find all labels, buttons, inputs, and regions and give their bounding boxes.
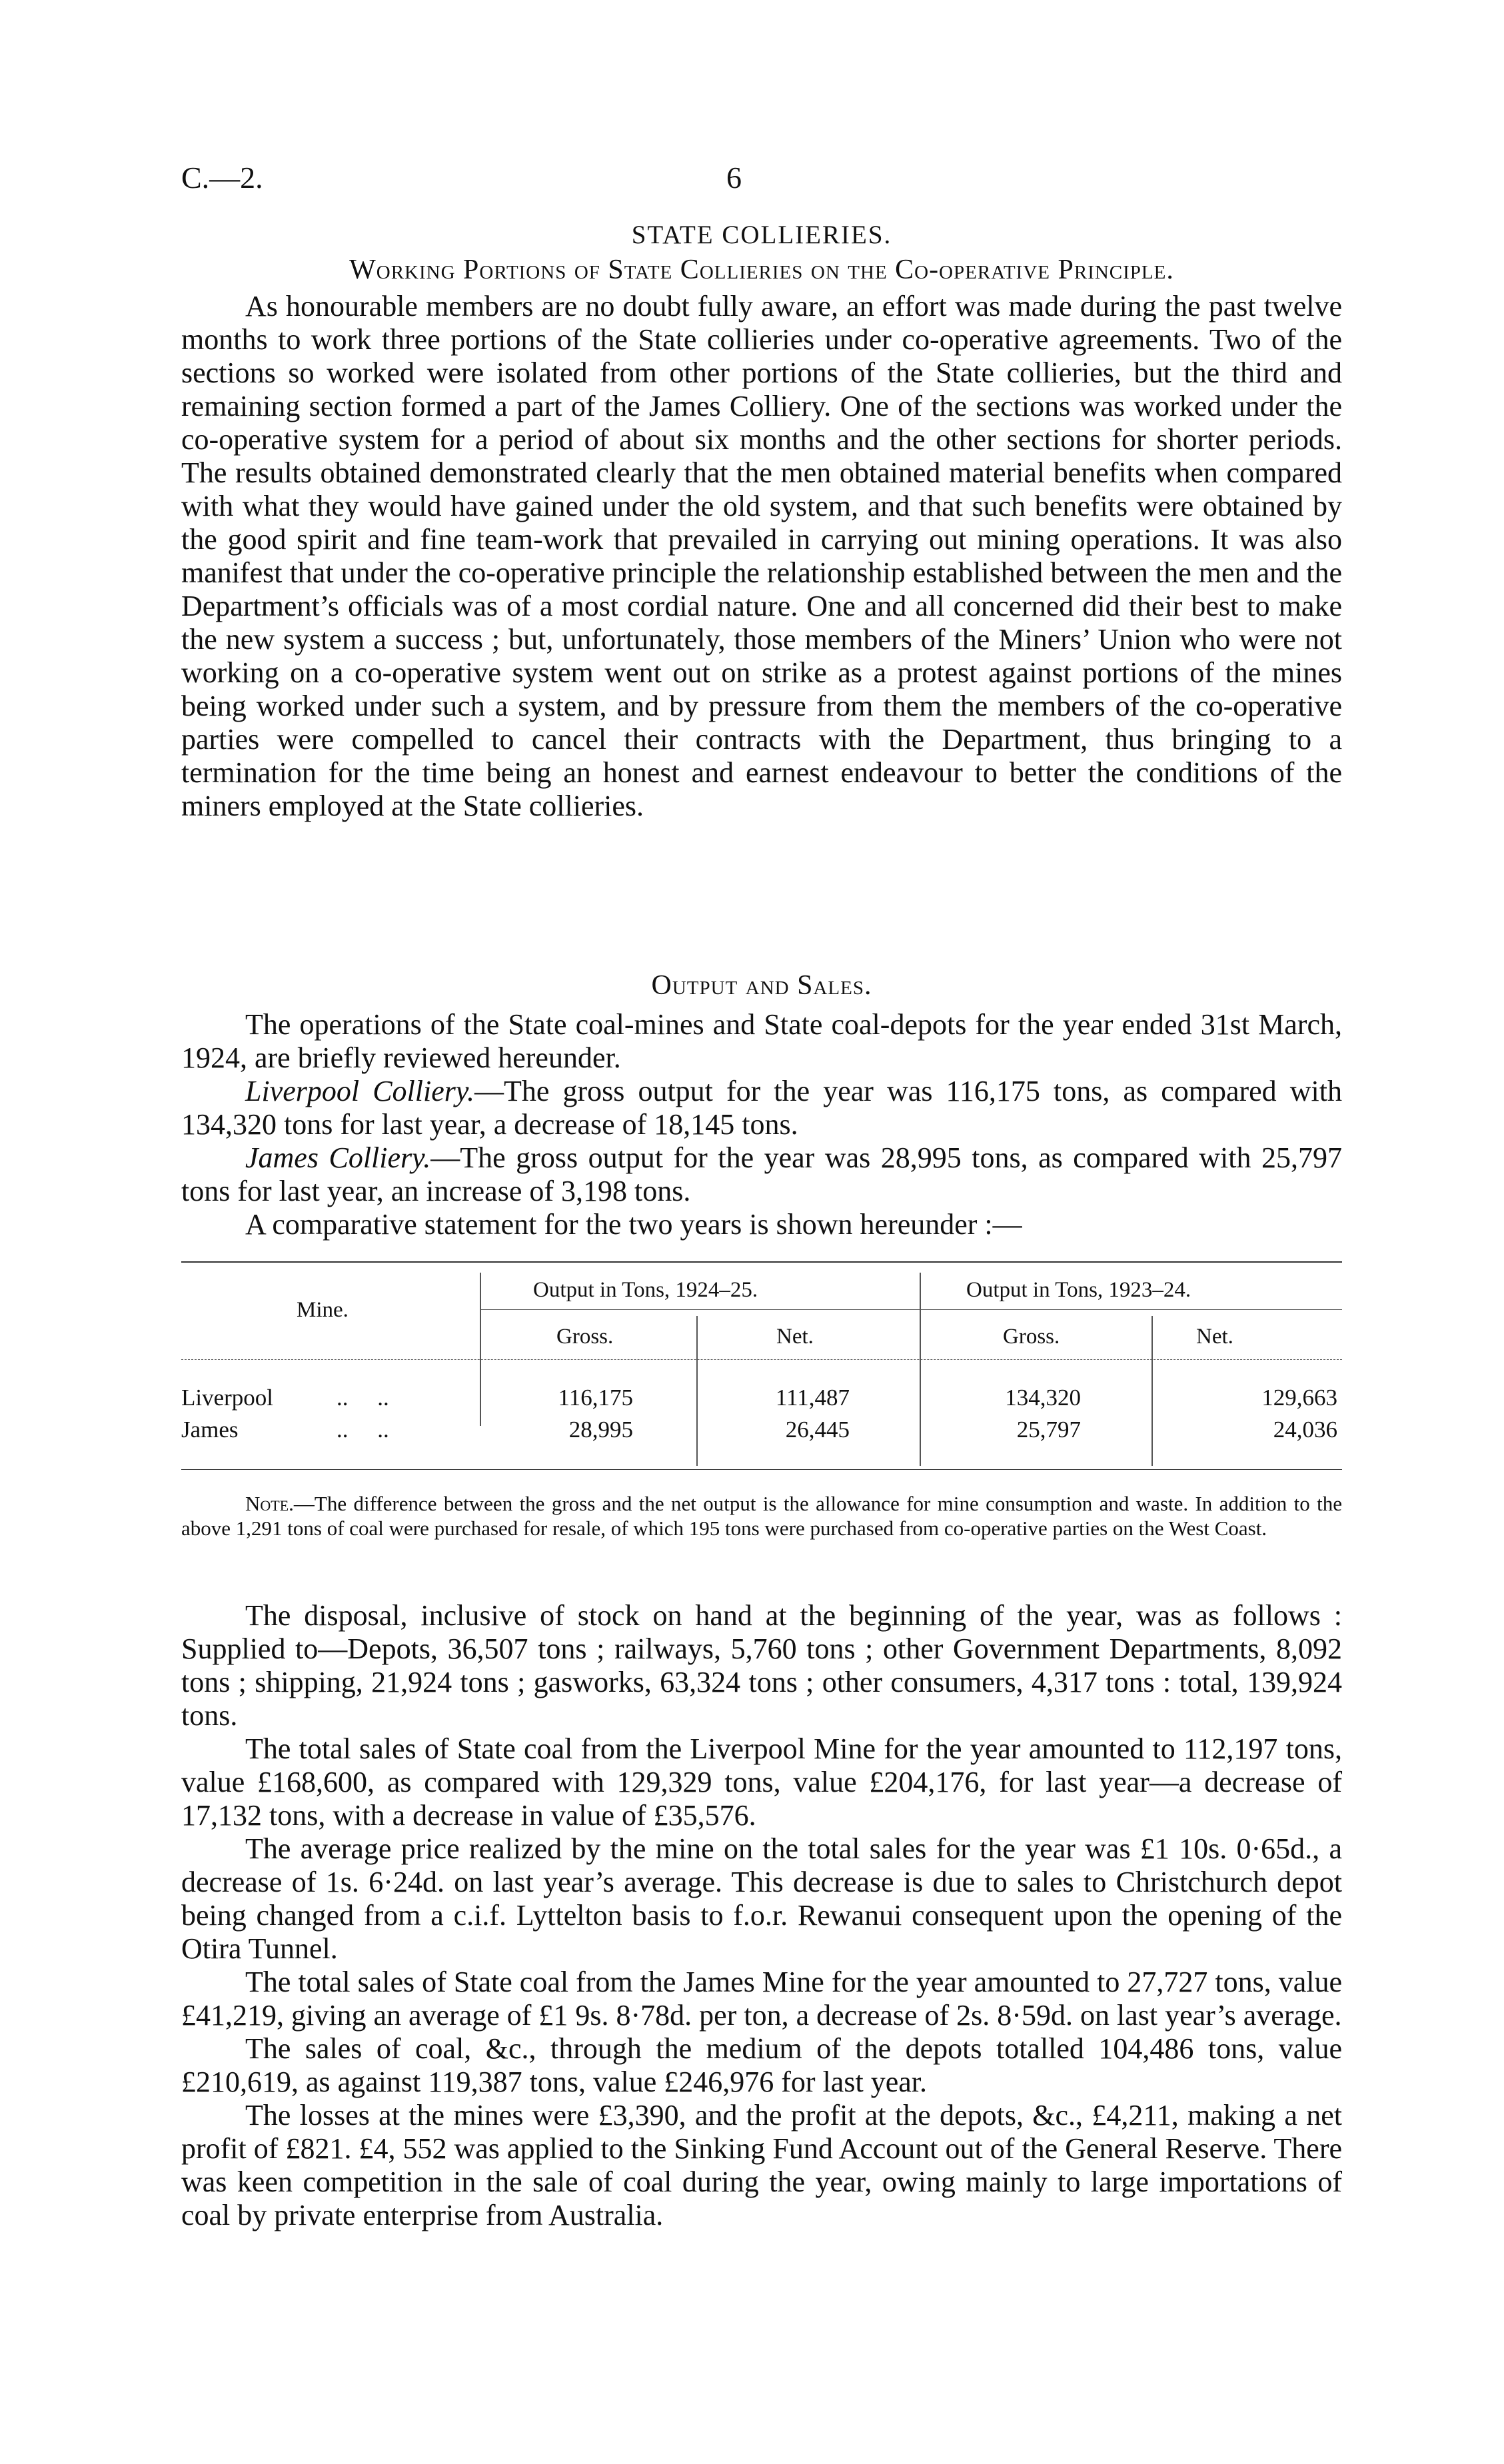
note-text: —The difference between the gross and the net output is the allowance for mine consumption and waste. In addition to the above 1,291 tons of coal were purchased for resale, of which 195 tons were purchased from co-operative parties on the West Coast. [181, 1492, 1342, 1540]
col-rule-1 [480, 1273, 481, 1426]
cell-gross-1924: 28,995 [568, 1417, 633, 1443]
col-rule-2 [696, 1316, 698, 1466]
cell-gross-1923: 25,797 [1016, 1417, 1081, 1443]
table-top-rule [181, 1261, 1342, 1263]
page-number: 6 [726, 161, 742, 195]
document-reference: C.—2. [181, 161, 263, 195]
cell-net-1923: 129,663 [1261, 1385, 1337, 1411]
james-text: —The gross output for the year was 28,995 tons, as compared with 25,797 tons for last year, an increase of 3,198 tons. [181, 1141, 1343, 1207]
header-gross-1: Gross. [556, 1325, 614, 1349]
header-gross-2: Gross. [1003, 1325, 1060, 1349]
header-bottom-rule [181, 1359, 1342, 1360]
table-header-mine: Mine. [297, 1298, 349, 1322]
table-row-mine: James [181, 1417, 239, 1443]
disposal-paragraph: The disposal, inclusive of stock on hand at the beginning of the year, was as follows : Supplied to—Depots, 36,507 tons ; railways, 5,760 tons ; other Government Departments, 8,092 tons ; shipping, 21,924 tons ; gasworks, 63,324 tons ; other consumers, 4,317 tons : total, 139,924 tons. [181, 1599, 1342, 1732]
header-net-1: Net. [776, 1325, 814, 1349]
losses-profit-paragraph: The losses at the mines were £3,390, and the profit at the depots, &c., £4,211, making a net profit of £821. £4, 552 was applied to the Sinking Fund Account out of the General Reserve. There was keen competition in the sale of coal during the year, owing mainly to large importations of coal by private enterprise from Australia. [181, 2099, 1342, 2231]
james-label: James Colliery. [245, 1141, 431, 1174]
james-paragraph [181, 1141, 1342, 1208]
table-header-group-1923: Output in Tons, 1923–24. [966, 1278, 1191, 1302]
note-label: Note. [245, 1492, 294, 1515]
section-state-collieries [181, 220, 1342, 823]
james-sales-paragraph: The total sales of State coal from the James Mine for the year amounted to 27,727 tons, value £41,219, giving an average of £1 9s. 8·78d. per ton, a decrease of 2s. 8·59d. on last year’s average. [181, 1966, 1342, 2032]
section-subtitle: Working Portions of State Collieries on the Co-operative Principle. [349, 255, 1174, 285]
liverpool-paragraph [181, 1075, 1342, 1141]
section-title: STATE COLLIERIES. [631, 221, 892, 249]
cell-net-1924: 111,487 [775, 1385, 850, 1411]
table-bottom-rule [181, 1469, 1342, 1470]
group-rule-1 [480, 1309, 920, 1310]
section-disposal-sales [181, 1599, 1342, 2232]
cooperative-paragraph: As honourable members are no doubt fully aware, an effort was made during the past twelve months to work three portions of the State collieries under co-operative agreements. Two of the sections so worked were isolated from other portions of the State collieries, but the third and remaining section formed a part of the James Colliery. One of the sections was worked under the co-operative system for a period of about six months and the other sections for shorter periods. The results obtained demonstrated clearly that the men obtained material benefits when compared with what they would have gained under the old system, and that such benefits were obtained by the good spirit and fine team-work that prevailed in carrying out mining operations. It was also manifest that under the co-operative principle the relationship established between the men and the Department’s officials was of a most cordial nature. One and all concerned did their best to make the new system a success ; but, unfortunately, those members of the Miners’ Union who were not working on a co-operative system went out on strike as a protest against portions of the mines being worked under such a system, and by pressure from them the members of the co-operative parties were compelled to cancel their contracts with the Department, thus bringing to a termination for the time being an honest and earnest endeavour to better the conditions of the miners employed at the State collieries. [181, 290, 1342, 822]
col-rule-3 [920, 1273, 921, 1466]
table-row-dots: .. .. [337, 1417, 389, 1443]
table-header-group-1924: Output in Tons, 1924–25. [533, 1278, 758, 1302]
col-rule-4 [1151, 1316, 1153, 1466]
cell-gross-1924: 116,175 [558, 1385, 633, 1411]
output-sales-title: Output and Sales. [651, 970, 872, 1001]
cell-net-1923: 24,036 [1273, 1417, 1337, 1443]
table-row-dots: .. .. [337, 1385, 389, 1411]
liverpool-sales-paragraph: The total sales of State coal from the Liverpool Mine for the year amounted to 112,197 tons, value £168,600, as compared with 129,329 tons, value £204,176, for last year—a decrease of 17,132 tons, with a decrease in value of £35,576. [181, 1732, 1342, 1832]
group-rule-2 [920, 1309, 1342, 1310]
liverpool-label: Liverpool Colliery. [245, 1075, 474, 1107]
comparative-statement-intro: A comparative statement for the two years is shown hereunder :— [245, 1208, 1022, 1241]
table-row-mine: Liverpool [181, 1385, 274, 1411]
depot-sales-paragraph: The sales of coal, &c., through the medium of the depots totalled 104,486 tons, value £210,619, as against 119,387 tons, value £246,976 for last year. [181, 2032, 1342, 2098]
cell-net-1924: 26,445 [785, 1417, 850, 1443]
average-price-paragraph: The average price realized by the mine on the total sales for the year was £1 10s. 0·65d., a decrease of 1s. 6·24d. on last year’s average. This decrease is due to sales to Christchurch depot being changed from a c.i.f. Lyttelton basis to f.o.r. Rewanui consequent upon the opening of the Otira Tunnel. [181, 1832, 1342, 1965]
cell-gross-1923: 134,320 [1005, 1385, 1081, 1411]
liverpool-text: —The gross output for the year was 116,175 tons, as compared with 134,320 tons for last year, a decrease of 18,145 tons. [181, 1075, 1342, 1141]
section-output-sales [181, 969, 1342, 1241]
operations-paragraph: The operations of the State coal-mines and State coal-depots for the year ended 31st March, 1924, are briefly reviewed hereunder. [181, 1008, 1342, 1074]
header-net-2: Net. [1196, 1325, 1233, 1349]
table-note [181, 1491, 1342, 1540]
